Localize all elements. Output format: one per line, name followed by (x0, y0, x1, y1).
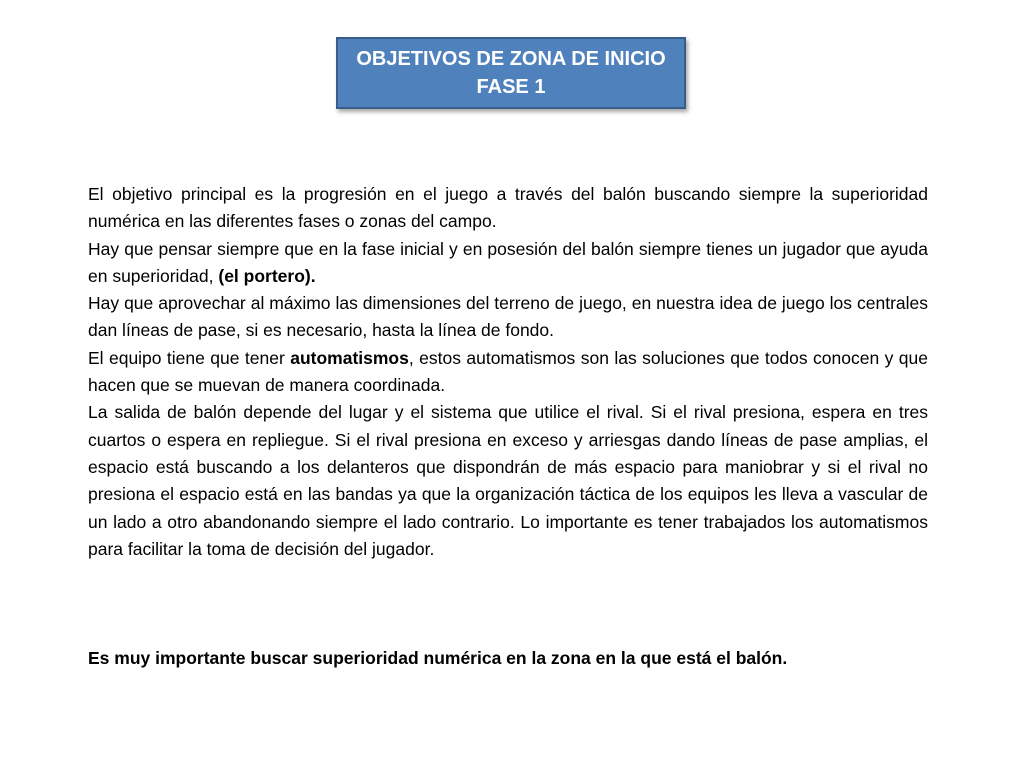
slide-title-line-2: FASE 1 (476, 76, 546, 98)
paragraph-ball-exit-text: La salida de balón depende del lugar y el sistema que utilice el rival. Si el rival presiona, espera en tres cuartos o espera en repliegue. Si el rival presiona en exceso y arriesgas dando líneas de pase amplias, el espacio está buscando a los delanteros que dispondrán de más espacio para maniobrar y si el rival no presiona el espacio está en las bandas ya que la organización táctica de los equipos les lleva a vascular de un lado a otro abandonando siempre el lado contrario. Lo importante es tener trabajados los automatismos para facilitar la toma de decisión del jugador. (88, 402, 928, 559)
conclusion-text: Es muy importante buscar superioridad numérica en la zona en la que está el balón. (88, 648, 788, 668)
paragraph-ball-exit (88, 399, 928, 563)
paragraph-objective-text: El objetivo principal es la progresión en el juego a través del balón buscando siempre la superioridad numérica en las diferentes fases o zonas del campo. (88, 184, 928, 232)
slide-title-line-1: OBJETIVOS DE ZONA DE INICIO (356, 48, 666, 70)
paragraph-objective (88, 181, 928, 236)
slide-title-box (336, 37, 686, 109)
paragraph-dimensions (88, 290, 928, 345)
paragraph-automatisms (88, 345, 928, 400)
paragraph-dimensions-text: Hay que aprovechar al máximo las dimensiones del terreno de juego, en nuestra idea de juego los centrales dan líneas de pase, si es necesario, hasta la línea de fondo. (88, 293, 928, 341)
paragraph-goalkeeper-bold: (el portero). (218, 265, 316, 286)
paragraph-automatisms-text: El equipo tiene que tener (88, 347, 291, 368)
paragraph-automatisms-after: , estos automatismos son las soluciones que todos conocen y que hacen que se muevan de manera coordinada. (88, 347, 928, 396)
paragraph-goalkeeper (88, 236, 928, 291)
paragraph-goalkeeper-text: Hay que pensar siempre que en la fase inicial y en posesión del balón siempre tienes un jugador que ayuda en superioridad, (88, 238, 928, 286)
body-text-block (88, 181, 928, 563)
paragraph-automatisms-bold: automatismos (290, 347, 409, 368)
